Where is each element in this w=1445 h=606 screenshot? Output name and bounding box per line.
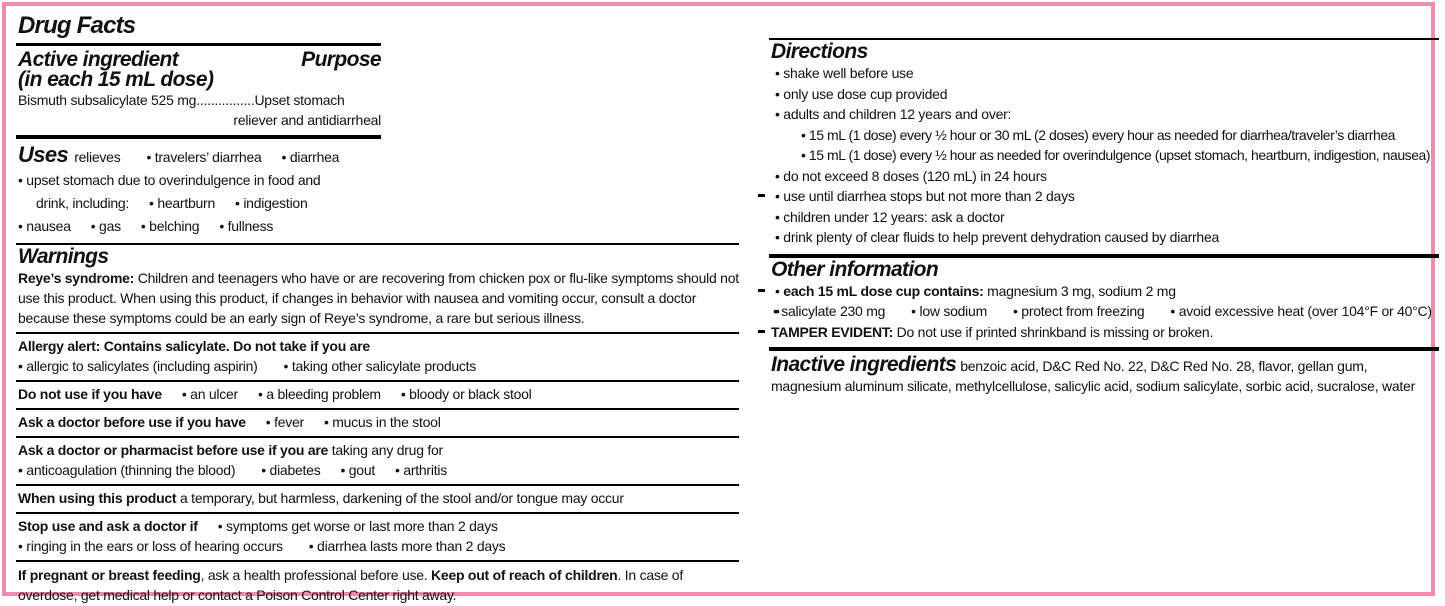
inactive-ingredients-section bbox=[769, 347, 1439, 396]
directions-bullet: • children under 12 years: ask a doctor bbox=[771, 207, 1439, 228]
allergy-alert-section bbox=[16, 334, 739, 382]
active-ingredient-heading: Active ingredient bbox=[18, 48, 179, 71]
uses-item: • nausea bbox=[18, 215, 71, 238]
ingredient-name: Bismuth subsalicylate 525 mg bbox=[18, 92, 197, 108]
other-info-item: • avoid excessive heat (over 104°F or 40°C) bbox=[1170, 301, 1431, 322]
left-column bbox=[16, 10, 739, 605]
other-information-heading: Other information bbox=[771, 257, 939, 281]
uses-row-2 bbox=[18, 169, 393, 192]
pregnant-rest: . In case of overdose, get medical help or contact a Poison Control Center right away. bbox=[18, 567, 683, 603]
pregnant-lead: If pregnant or breast feeding bbox=[18, 567, 201, 583]
directions-bullet: • only use dose cup provided bbox=[771, 84, 1439, 105]
directions-section bbox=[769, 38, 1439, 254]
do-not-use-lead: Do not use if you have bbox=[18, 386, 162, 402]
ask-pharmacist-lead: Ask a doctor or pharmacist before use if you are bbox=[18, 442, 329, 458]
uses-item: • belching bbox=[141, 215, 199, 238]
ask-doctor-lead: Ask a doctor before use if you have bbox=[18, 414, 246, 430]
purpose-heading: Purpose bbox=[301, 48, 381, 71]
reyes-paragraph bbox=[18, 268, 739, 328]
dose-cup-rest: magnesium 3 mg, sodium 2 mg bbox=[983, 282, 1176, 299]
other-info-items-row bbox=[771, 301, 1439, 322]
tamper-evident-rest: Do not use if printed shrinkband is missing or broken. bbox=[893, 323, 1214, 340]
allergy-lead: Allergy alert: Contains salicylate. Do not take if you are bbox=[18, 338, 370, 354]
right-column bbox=[769, 38, 1439, 396]
pregnant-section bbox=[16, 562, 739, 605]
keep-out-of-reach-text: Keep out of reach of children bbox=[431, 567, 618, 583]
warnings-reyes-section bbox=[16, 245, 739, 334]
when-using-rest: a temporary, but harmless, darkening of the stool and/or tongue may occur bbox=[176, 490, 624, 506]
allergy-items-row bbox=[18, 356, 739, 376]
ask-doctor-item: • fever bbox=[266, 412, 304, 432]
ask-pharmacist-rest: taking any drug for bbox=[331, 442, 443, 458]
purpose-text-line2: reliever and antidiarrheal bbox=[233, 112, 381, 128]
when-using-lead: When using this product bbox=[18, 490, 177, 506]
do-not-use-item: • an ulcer bbox=[182, 384, 238, 404]
stop-use-section bbox=[16, 514, 739, 562]
uses-item: • upset stomach due to overindulgence in food and bbox=[18, 169, 320, 192]
uses-heading: Uses bbox=[18, 142, 69, 167]
do-not-use-item: • bloody or black stool bbox=[401, 384, 532, 404]
drug-facts-label-frame bbox=[2, 2, 1435, 603]
inactive-ingredients-paragraph bbox=[771, 355, 1439, 396]
uses-row-4 bbox=[18, 215, 393, 238]
directions-heading: Directions bbox=[771, 40, 868, 63]
other-information-section bbox=[769, 254, 1439, 348]
directions-sub-bullet: • 15 mL (1 dose) every ½ hour or 30 mL (2 doses) every hour as needed for diarrhea/traveler’s diarrhea bbox=[771, 125, 1439, 146]
drug-facts-title-block bbox=[16, 10, 381, 46]
purpose-text-line1: Upset stomach bbox=[254, 92, 345, 108]
uses-row-3 bbox=[18, 192, 393, 215]
ask-pharmacist-item: • anticoagulation (thinning the blood) bbox=[18, 460, 235, 480]
active-ingredient-section bbox=[16, 46, 381, 139]
uses-item: • fullness bbox=[219, 215, 273, 238]
directions-sub-bullet: • 15 mL (1 dose) every ½ hour as needed for overindulgence (upset stomach, heartburn, indigestion, nausea) bbox=[771, 145, 1439, 166]
drug-facts-title: Drug Facts bbox=[18, 12, 136, 39]
uses-item: • diarrhea bbox=[282, 146, 340, 169]
print-tick-mark bbox=[758, 330, 765, 333]
ask-pharmacist-items-row bbox=[18, 460, 739, 480]
tamper-evident-row bbox=[771, 322, 1439, 343]
ask-pharmacist-item: • arthritis bbox=[395, 460, 447, 480]
ask-doctor-item: • mucus in the stool bbox=[324, 412, 441, 432]
directions-bullet: • adults and children 12 years and over: bbox=[771, 104, 1439, 125]
do-not-use-section bbox=[16, 382, 739, 410]
print-tick-mark bbox=[758, 194, 765, 197]
directions-bullet: • do not exceed 8 doses (120 mL) in 24 hours bbox=[771, 166, 1439, 187]
directions-bullet: • drink plenty of clear fluids to help prevent dehydration caused by diarrhea bbox=[771, 227, 1439, 248]
stop-use-item: • diarrhea lasts more than 2 days bbox=[309, 536, 506, 556]
inactive-ingredients-text: benzoic acid, D&C Red No. 22, D&C Red No. 28, flavor, gellan gum, magnesium aluminum silicate, methylcellulose, salicylic acid, sodium salicylate, sorbic acid, sucralose, water bbox=[771, 358, 1415, 394]
inactive-ingredients-heading: Inactive ingredients bbox=[771, 353, 957, 376]
directions-bullet bbox=[771, 186, 1439, 207]
ask-pharmacist-item: • gout bbox=[340, 460, 375, 480]
allergy-item: • taking other salicylate products bbox=[284, 356, 477, 376]
stop-use-lead: Stop use and ask a doctor if bbox=[18, 518, 198, 534]
uses-row3-lead: drink, including: bbox=[36, 195, 130, 211]
active-ingredient-subheading: (in each 15 mL dose) bbox=[18, 68, 214, 91]
directions-bullet-text: use until diarrhea stops but not more than 2 days bbox=[783, 188, 1075, 204]
stop-use-items-row2 bbox=[18, 536, 739, 556]
uses-item: • indigestion bbox=[235, 192, 307, 215]
uses-section bbox=[16, 139, 739, 245]
dose-cup-row bbox=[771, 281, 1439, 302]
stop-use-item: • ringing in the ears or loss of hearing occurs bbox=[18, 536, 283, 556]
other-info-item: • salicylate 230 mg bbox=[773, 301, 885, 322]
allergy-item: • allergic to salicylates (including aspirin) bbox=[18, 356, 258, 376]
pregnant-mid: , ask a health professional before use. bbox=[200, 567, 432, 583]
do-not-use-item: • a bleeding problem bbox=[258, 384, 381, 404]
directions-bullet: • shake well before use bbox=[771, 63, 1439, 84]
when-using-section bbox=[16, 486, 739, 514]
ask-pharmacist-section bbox=[16, 438, 739, 486]
reyes-text: Children and teenagers who have or are recovering from chicken pox or flu-like symptoms should not use this product. When using this product, if changes in behavior with nausea and vomiting occur, consult a doctor because these symptoms could be an early sign of Reye’s syndrome, a rare but serious illness. bbox=[18, 270, 739, 326]
reyes-lead: Reye’s syndrome: bbox=[18, 270, 135, 286]
dose-cup-lead: each 15 mL dose cup contains: bbox=[783, 282, 984, 299]
pregnant-paragraph bbox=[18, 565, 739, 605]
ask-pharmacist-item: • diabetes bbox=[261, 460, 320, 480]
print-tick-mark bbox=[758, 289, 765, 292]
uses-item: • gas bbox=[91, 215, 121, 238]
other-info-item: • low sodium bbox=[911, 301, 987, 322]
ask-doctor-section bbox=[16, 410, 739, 438]
uses-item: • heartburn bbox=[149, 192, 215, 215]
uses-item: • travelers’ diarrhea bbox=[146, 146, 261, 169]
warnings-heading: Warnings bbox=[18, 245, 109, 268]
dot-leader: ................ bbox=[196, 92, 255, 108]
ingredient-line bbox=[18, 90, 381, 110]
stop-use-item: • symptoms get worse or last more than 2 days bbox=[218, 516, 498, 536]
tamper-evident-lead: TAMPER EVIDENT: bbox=[771, 323, 893, 340]
other-info-item: • protect from freezing bbox=[1013, 301, 1144, 322]
uses-row-1 bbox=[18, 143, 393, 169]
uses-lead: relieves bbox=[74, 149, 121, 165]
